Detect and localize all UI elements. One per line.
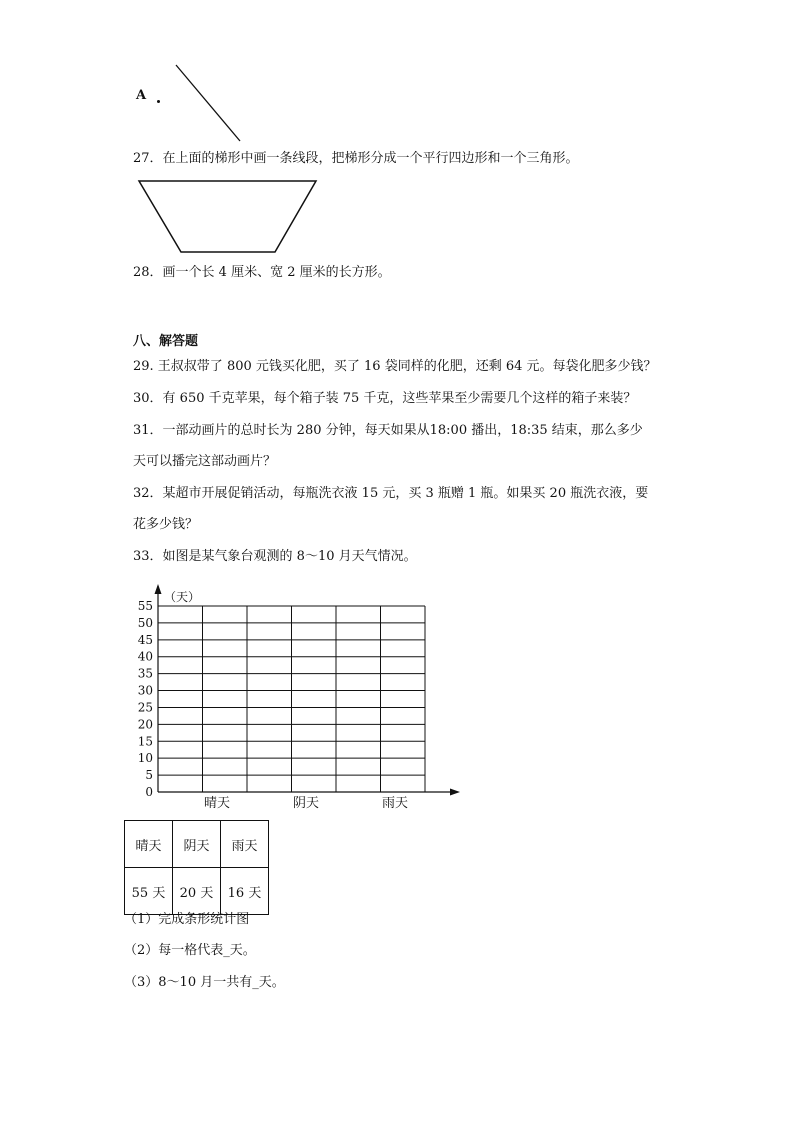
y-tick-label: 20 [137, 717, 153, 732]
chart-grid [158, 606, 425, 792]
chart-axes [155, 584, 461, 796]
point-a-label: A [136, 88, 147, 103]
table-header-cell: 雨天 [221, 821, 269, 868]
table-header-row [125, 821, 269, 868]
question-31-line1: 31．一部动画片的总时长为 280 分钟，每天如果从18:00 播出，18:35 结束，那么多少 [133, 423, 643, 438]
question-32-line1: 32．某超市开展促销活动，每瓶洗衣液 15 元，买 3 瓶赠 1 瓶。如果买 20 瓶洗衣液，要 [133, 486, 649, 501]
table-cell: 55 天 [125, 868, 173, 915]
y-tick-label: 15 [137, 734, 153, 749]
question-33: 33．如图是某气象台观测的 8～10 月天气情况。 [133, 549, 417, 564]
weather-table [124, 820, 269, 915]
question-31-line2: 天可以播完这部动画片？ [133, 454, 277, 469]
y-tick-label: 10 [137, 751, 153, 766]
question-30: 30．有 650 千克苹果，每个箱子装 75 千克，这些苹果至少需要几个这样的箱子来装？ [133, 391, 637, 406]
y-axis-arrow [155, 584, 162, 594]
y-tick-label: 40 [137, 649, 153, 664]
y-tick-label: 35 [137, 666, 153, 681]
question-27: 27．在上面的梯形中画一条线段，把梯形分成一个平行四边形和一个三角形。 [133, 151, 579, 166]
subquestion-2: （2）每一格代表_天。 [124, 943, 256, 958]
table-row [125, 868, 269, 915]
table-cell: 20 天 [173, 868, 221, 915]
x-category-label: 雨天 [381, 796, 409, 811]
y-tick-label: 30 [137, 683, 153, 698]
question-32-line2: 花多少钱？ [133, 517, 199, 532]
table-header-cell: 晴天 [125, 821, 173, 868]
x-category-label: 阴天 [292, 796, 320, 811]
subquestion-3: （3）8～10 月一共有_天。 [124, 975, 285, 990]
y-tick-label: 0 [145, 785, 153, 799]
subquestion-1: （1）完成条形统计图 [124, 912, 250, 927]
table-cell: 16 天 [221, 868, 269, 915]
y-axis-unit-label: （天） [164, 590, 201, 604]
y-tick-label: 50 [137, 615, 153, 630]
y-tick-label: 55 [137, 599, 153, 613]
y-tick-label: 45 [137, 632, 153, 647]
question-29: 29. 王叔叔带了 800 元钱买化肥，买了 16 袋同样的化肥，还剩 64 元。每袋化肥多少钱？ [133, 359, 657, 374]
section-title: 八、解答题 [133, 334, 199, 349]
y-tick-label: 25 [137, 700, 153, 715]
question-28: 28．画一个长 4 厘米、宽 2 厘米的长方形。 [133, 265, 391, 280]
y-tick-label: 5 [145, 768, 153, 783]
table-header-cell: 阴天 [173, 821, 221, 868]
x-axis-arrow [450, 789, 460, 796]
x-category-label: 晴天 [203, 796, 231, 811]
